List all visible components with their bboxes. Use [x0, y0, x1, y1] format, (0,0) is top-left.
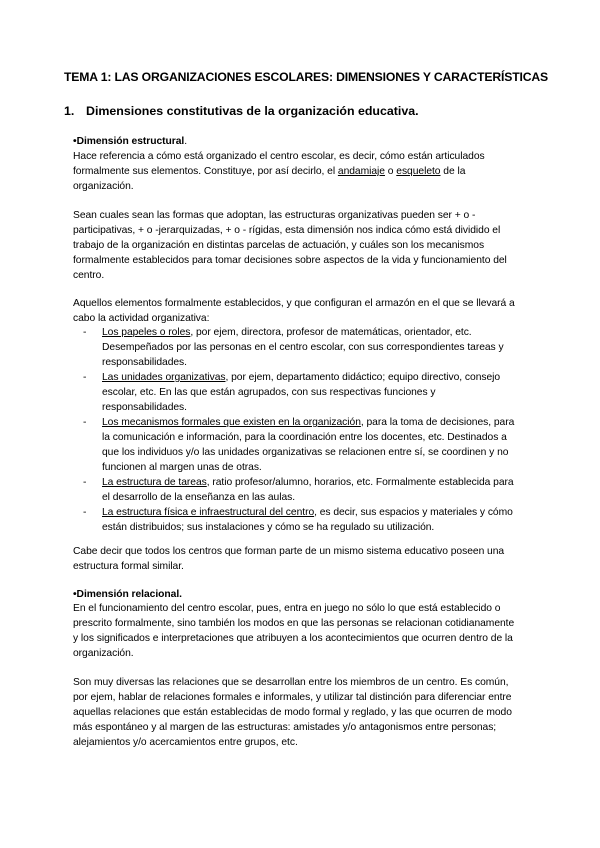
paragraph-line — [73, 164, 553, 179]
paragraph-line: formalmente establecidos para tomar decisiones sobre aspectos de la vida y funcionamiento del — [73, 255, 507, 266]
paragraph-line: cabo la actividad organizativa: — [73, 313, 210, 324]
paragraph-line: alejamientos y/o acercamientos entre grupos, etc. — [73, 737, 298, 748]
list-item-line: la comunicación e información, para la coordinación entre los docentes, etc. Destinados a — [102, 432, 507, 443]
underlined-term-andamiaje: andamiaje — [337, 166, 385, 177]
paragraph-line: estructura formal similar. — [73, 561, 184, 572]
text-run: , es decir, sus espacios y materiales y cómo — [314, 507, 513, 518]
document-title: TEMA 1: LAS ORGANIZACIONES ESCOLARES: DIMENSIONES Y CARACTERÍSTICAS — [64, 70, 549, 84]
paragraph-line: Cabe decir que todos los centros que forman parte de un mismo sistema educativo poseen una — [73, 546, 505, 557]
list-item-line: Desempeñados por las personas en el centro escolar, con sus correspondientes tareas y — [102, 342, 504, 353]
relacional-paragraph-2 — [73, 675, 553, 750]
section-heading-text: Dimensiones constitutivas de la organización educativa. — [86, 104, 419, 118]
paragraph-line: En el funcionamiento del centro escolar, pues, entra en juego no sólo lo que está establecido o — [73, 603, 501, 614]
list-dash: - — [83, 327, 87, 338]
list-item-line: responsabilidades. — [102, 357, 187, 368]
list-item-line: responsabilidades. — [102, 402, 187, 413]
paragraph-line: aquellas relaciones que están establecidas de modo formal y reglado, y las que ocurren de modo — [73, 707, 512, 718]
paragraph-line: Son muy diversas las relaciones que se desarrollan entre los miembros de un centro. Es común, — [73, 677, 509, 688]
paragraph-line: Sean cuales sean las formas que adoptan, las estructuras organizativas pueden ser + o - — [73, 210, 476, 221]
paragraph-line: organización. — [73, 648, 134, 659]
text-run: formalmente sus elementos. Constituye, por así decirlo, el — [73, 166, 338, 177]
section-number: 1. — [64, 104, 75, 118]
heading-period: . — [184, 136, 188, 147]
list-item-term: La estructura de tareas — [102, 477, 207, 488]
estructural-elements-list — [73, 325, 553, 535]
list-dash: - — [83, 417, 87, 428]
text-run: o — [384, 166, 397, 177]
paragraph-line: Hace referencia a cómo está organizado el centro escolar, es decir, cómo están articulados — [73, 151, 485, 162]
paragraph-line: trabajo de la organización en distintas parcelas de actuación, y cuáles son los mecanismos — [73, 240, 485, 251]
list-item-line: funcionen al margen unas de otras. — [102, 462, 262, 473]
estructural-heading — [73, 134, 553, 149]
text-run: , ratio profesor/alumno, horarios, etc. Formalmente establecida para — [206, 477, 514, 488]
list-item-line: que los individuos y/o las unidades organizativas se relacionen entre sí, se coordinen y no — [102, 447, 509, 458]
list-item-term: Los papeles o roles — [102, 327, 191, 338]
list-dash: - — [83, 477, 87, 488]
list-item — [73, 475, 553, 505]
bullet: • — [73, 136, 77, 147]
relacional-paragraph-1 — [73, 601, 553, 661]
estructural-paragraph-3 — [73, 296, 553, 326]
estructural-heading-text: Dimensión estructural — [76, 136, 185, 147]
estructural-paragraph-1 — [73, 149, 553, 194]
paragraph-line: Aquellos elementos formalmente establecidos, y que configuran el armazón en el que se llevará a — [73, 298, 515, 309]
section-heading — [64, 104, 419, 118]
list-item — [73, 325, 553, 370]
list-item-term: Los mecanismos formales que existen en la organización — [102, 417, 361, 428]
estructural-paragraph-2 — [73, 208, 553, 283]
text-run: de la — [440, 166, 466, 177]
paragraph-line: por ejem, hablar de relaciones formales e informales, y utilizar tal distinción para diferenciar entre — [73, 692, 512, 703]
list-item — [73, 415, 553, 475]
list-item-line: escolar, etc. En las que están agrupados, con sus respectivas funciones y — [102, 387, 436, 398]
list-item — [73, 370, 553, 415]
estructural-paragraph-4 — [73, 544, 553, 574]
paragraph-line: participativas, + o -jerarquizadas, + o - rígidas, esta dimensión nos indica cómo está dividido el — [73, 225, 501, 236]
underlined-term-esqueleto: esqueleto — [396, 166, 441, 177]
text-run: , por ejem, directora, profesor de matemáticas, orientador, etc. — [190, 327, 472, 338]
paragraph-line: prescrito formalmente, sino también los modos en que las personas se relacionan cotidianamente — [73, 618, 515, 629]
list-dash: - — [83, 372, 87, 383]
paragraph-line: más espontáneo y al margen de las estructuras: amistades y/o antagonismos entre personas; — [73, 722, 497, 733]
list-item-term: Las unidades organizativas — [102, 372, 226, 383]
list-dash: - — [83, 507, 87, 518]
relacional-heading: •Dimensión relacional. — [73, 589, 182, 600]
text-run: , para la toma de decisiones, para — [360, 417, 515, 428]
list-item-term: La estructura física e infraestructural del centro — [102, 507, 315, 518]
list-item-line: están distribuidos; sus instalaciones y cómo se ha regulado su utilización. — [102, 522, 435, 533]
paragraph-line: centro. — [73, 270, 105, 281]
list-item — [73, 505, 553, 535]
paragraph-line: organización. — [73, 181, 134, 192]
paragraph-line: y los significados e interpretaciones que atribuyen a los acontecimientos que ocurren dentro de la — [73, 633, 513, 644]
text-run: , por ejem, departamento didáctico; equipo directivo, consejo — [225, 372, 501, 383]
list-item-line: el desarrollo de la enseñanza en las aulas. — [102, 492, 296, 503]
